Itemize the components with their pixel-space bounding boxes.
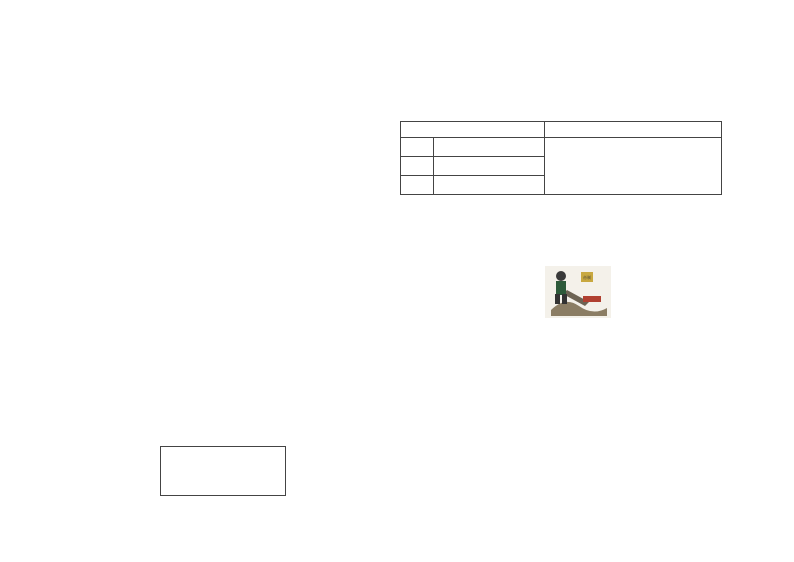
- q3-history-table: [400, 121, 722, 195]
- q3-table-dynasty-3: [401, 176, 434, 195]
- q3-table-fact-2: [434, 157, 545, 176]
- q3-table-dynasty-1: [401, 138, 434, 157]
- q4-cartoon-image: [545, 266, 611, 318]
- q3-table-dynasty-2: [401, 157, 434, 176]
- q3-table-header-fact: [401, 122, 545, 138]
- q3-table-header-conclusion: [545, 122, 722, 138]
- q3-table-fact-1: [434, 138, 545, 157]
- q2-keywords-box: [160, 446, 286, 496]
- q3-table-conclusion: [545, 138, 722, 195]
- q3-table-fact-3: [434, 176, 545, 195]
- svg-text:帝制: 帝制: [583, 275, 591, 280]
